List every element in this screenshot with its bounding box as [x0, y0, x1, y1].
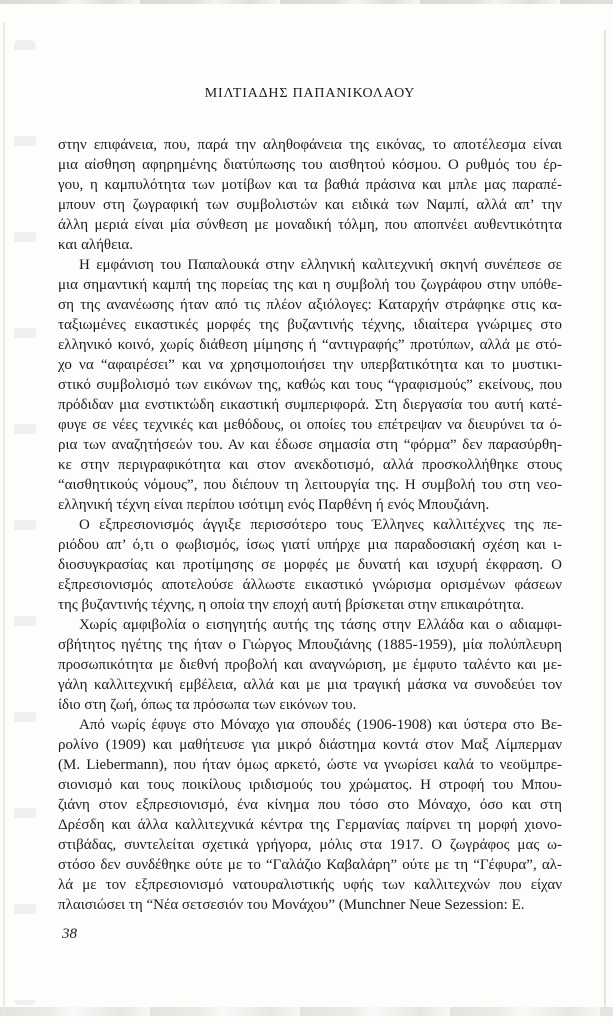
running-head: ΜΙΛΤΙΑΔΗΣ ΠΑΠΑΝΙΚΟΛΑΟΥ	[204, 86, 416, 101]
text-line: ελληνικό κοινό, χωρίς διάθεση μίμησης ή “αντιγραφής” προτύπων, αλλά με στό-	[58, 337, 562, 353]
text-line: Η εμφάνιση του Παπαλουκά στην ελληνική καλιτεχνική σκηνή συνέπεσε σε	[79, 257, 562, 273]
text-line: μπουν στη ζωγραφική των συμβολιστών και ειδικά των Ναμπί, αλλά απ’ την	[58, 197, 562, 213]
text-line: ρολίνο (1909) και μαθήτευσε για μικρό διάστημα κοντά στον Μαξ Λίμπερμαν	[58, 737, 562, 753]
text-line: πλαισιώσει τη “Νέα σετσεσιόν του Μονάχου” (Munchner Neue Sezession: E.	[58, 897, 525, 913]
text-line: στην επιφάνεια, που, παρά την αληθοφάνεια της εικόνας, το αποτέλεσμα είναι	[58, 137, 562, 153]
scan-binding-smudges	[14, 40, 36, 1005]
text-line: Χωρίς αμφιβολία ο εισηγητής αυτής της τάσης στην Ελλάδα και ο αδιαμφι-	[79, 617, 562, 633]
text-line: ίδιο στη ζωή, όπως τα πρόσωπα των εικόνων του.	[58, 697, 357, 713]
text-line: στιβάδας, συντελείται σχετικά γρήγορα, μόλις στα 1917. Ο ζωγράφος μας ω-	[58, 837, 562, 853]
scan-edge-right	[604, 30, 606, 1010]
text-line: προσωπικότητα με διεθνή προβολή και αναγνώριση, με έμφυτο ταλέντο και με-	[58, 657, 562, 673]
text-line: στόσο δεν συνδέθηκε ούτε με το “Γαλάζιο Καβαλάρη” ούτε με τη “Γέφυρα”, αλ-	[58, 857, 562, 873]
scan-edge-top	[0, 0, 613, 4]
text-line: ελληνική τέχνη είναι περίπου ισότιμη ενός Παρθένη ή ενός Μπουζιάνη.	[58, 497, 490, 513]
text-line: ταξιωμένες εικαστικές μορφές της βυζαντινής τέχνης, ιδιαίτερα γνώριμες στο	[58, 317, 562, 333]
text-line: άλλη μεριά είναι μία σύνθεση με μοναδική τόλμη, που αποπνέει αυθεντικότητα	[58, 217, 562, 233]
text-line: πρόδιδαν μια ενστικτώδη εικαστική συμπεριφορά. Στη διεργασία του αυτή κατέ-	[58, 397, 562, 413]
text-line: και αλήθεια.	[58, 237, 134, 253]
text-line: φυγε σε νέες τεχνικές και μεθόδους, οι οποίες του επέτρεψαν να διευρύνει τα ό-	[58, 417, 562, 433]
text-line: γάλη καλλιτεχνική εμβέλεια, αλλά και με μια τραγική μάσκα να συνοδεύει τον	[58, 677, 562, 693]
text-line: στικό συμβολισμό των εικόνων της, καθώς και τους “γραφισμούς” εκείνους, που	[58, 377, 562, 393]
paragraph	[58, 255, 562, 515]
text-line: κε στην περιγραφικότητα και στον ανεκδοτισμό, αλλά προσκολλήθηκε στους	[58, 457, 562, 473]
body-text	[58, 135, 562, 915]
paragraph	[58, 515, 562, 615]
text-line: σιονισμό και τους ποικίλους ιριδισμούς του χρώματος. Η στροφή του Μπου-	[58, 777, 562, 793]
text-line: ση της ανανέωσης ήταν από τις πλέον αξιόλογες: Καταρχήν στράφηκε στις κα-	[58, 297, 562, 313]
paragraph	[58, 135, 562, 255]
text-line: Δρέσδη και άλλα καλλιτεχνικά κέντρα της Γερμανίας παίρνει τη μορφή χιονο-	[58, 817, 562, 833]
text-line: μια σημαντική καμπή της πορείας της και η συμβολή του ζωγράφου στην υπόθε-	[58, 277, 562, 293]
text-line: “αισθητικούς νόμους”, που διέπουν τη λειτουργία της. Η συμβολή του στη νεο-	[58, 477, 562, 493]
text-line: εξπρεσιονισμός αποτελούσε άλλωστε εικαστικό γνώρισμα ορισμένων φάσεων	[58, 577, 562, 593]
text-line: χο να “αφαιρέσει” και να χρησιμοποιήσει την υπερβατικότητα και το μυστικι-	[58, 357, 562, 373]
text-line: της βυζαντινής τέχνης, η οποία την εποχή αυτή βρίσκεται στην επικαιρότητα.	[58, 597, 525, 613]
text-line: (M. Liebermann), που ήταν όμως αρκετό, ώστε να γνωρίσει καλά το νεοϋμπρε-	[58, 757, 562, 773]
scan-edge-bottom	[0, 1007, 613, 1016]
scan-edge-left	[3, 22, 5, 1014]
page-number: 38	[62, 926, 77, 942]
paragraph	[58, 615, 562, 715]
text-line: μια αίσθηση αφηρημένης διατύπωσης του αισθητού κόσμου. Ο ρυθμός του έρ-	[58, 157, 562, 173]
text-line: ριόδου απ’ ό,τι ο φωβισμός, ίσως γιατί υπήρχε μια παραδοσιακή σχέση και ι-	[58, 537, 562, 553]
text-line: ζιάνη στον εξπρεσιονισμό, ένα κίνημα που τόσο στο Μόναχο, όσο και στη	[58, 797, 562, 813]
text-line: διοσυγκρασίας και προτίμησης σε μορφές με δυνατή και ισχυρή έκφραση. Ο	[58, 557, 562, 573]
text-line: λά με τον εξπρεσιονισμό νατουραλιστικής υφής των καλλιτεχνών που είχαν	[58, 877, 562, 893]
text-line: Ο εξπρεσιονισμός άγγιξε περισσότερο τους Έλληνες καλλιτέχνες της πε-	[79, 517, 562, 533]
text-line: σβήτητος ηγέτης της ήταν ο Γιώργος Μπουζιάνης (1885-1959), μία πολύπλευρη	[58, 637, 562, 653]
text-line: Από νωρίς έφυγε στο Μόναχο για σπουδές (1906-1908) και ύστερα στο Βε-	[79, 717, 562, 733]
text-line: γου, η καμπυλότητα των μοτίβων και τα βαθιά πράσινα και μπλε μας παραπέ-	[58, 177, 562, 193]
text-line: ρια των αναζητήσεών του. Αν και έδωσε σημασία στη “φόρμα” δεν παρασύρθη-	[58, 437, 562, 453]
paragraph	[58, 715, 562, 915]
